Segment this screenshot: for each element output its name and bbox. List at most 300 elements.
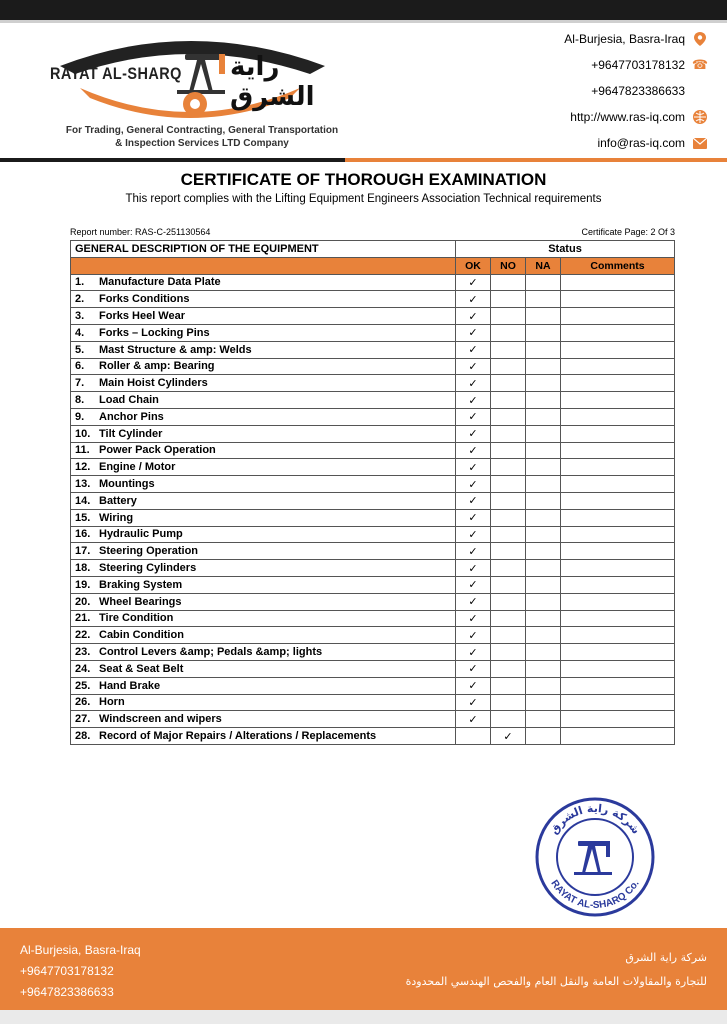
- comments-cell[interactable]: [561, 593, 675, 610]
- comments-cell[interactable]: [561, 560, 675, 577]
- row-number: 22.: [75, 629, 91, 642]
- comments-cell[interactable]: [561, 694, 675, 711]
- status-no-cell[interactable]: [491, 476, 526, 493]
- row-description: [71, 442, 456, 459]
- status-no-cell[interactable]: [491, 560, 526, 577]
- status-no-cell[interactable]: [491, 627, 526, 644]
- row-number: 2.: [75, 293, 85, 306]
- check-mark-icon: ✓: [468, 629, 478, 642]
- status-no-cell[interactable]: [491, 274, 526, 291]
- logo-tagline-line-2: & Inspection Services LTD Company: [115, 138, 289, 149]
- status-ok-cell[interactable]: [456, 644, 491, 661]
- table-row: [71, 677, 675, 694]
- row-number: 5.: [75, 343, 85, 356]
- row-number: 17.: [75, 545, 91, 558]
- row-description: [71, 560, 456, 577]
- location-pin-icon: [693, 32, 707, 46]
- table-row: [71, 526, 675, 543]
- status-na-cell[interactable]: [526, 375, 561, 392]
- row-label: Control Levers &amp; Pedals &amp; lights: [99, 646, 323, 659]
- status-no-cell[interactable]: [491, 392, 526, 409]
- row-label: Record of Major Repairs / Alterations / Replacements: [99, 730, 377, 742]
- row-description: [71, 375, 456, 392]
- comments-cell[interactable]: [561, 728, 675, 745]
- row-number: 16.: [75, 528, 91, 541]
- check-mark-icon: ✓: [468, 327, 478, 340]
- row-description: [71, 324, 456, 341]
- status-na-cell[interactable]: [526, 694, 561, 711]
- check-mark-icon: ✓: [468, 528, 478, 541]
- stamp-text-ar: شركة راية الشرق: [547, 801, 643, 837]
- status-no-cell[interactable]: [491, 358, 526, 375]
- row-number: 8.: [75, 394, 85, 407]
- bottom-strip: [0, 1010, 727, 1024]
- logo-tagline-line-1: For Trading, General Contracting, General Transportation: [65, 125, 339, 136]
- status-no-cell[interactable]: [491, 291, 526, 308]
- row-description: [71, 509, 456, 526]
- row-number: 25.: [75, 679, 91, 692]
- col-ok: OK: [456, 257, 491, 274]
- status-no-cell[interactable]: [491, 408, 526, 425]
- logo-tagline: [52, 124, 352, 150]
- status-na-cell[interactable]: [526, 459, 561, 476]
- comments-cell[interactable]: [561, 711, 675, 728]
- check-mark-icon: ✓: [468, 713, 478, 726]
- table-row: [71, 610, 675, 627]
- row-description: [71, 492, 456, 509]
- row-number: 19.: [75, 578, 91, 591]
- status-no-cell[interactable]: [491, 442, 526, 459]
- footer-company-ar: [406, 946, 707, 994]
- comments-cell[interactable]: [561, 644, 675, 661]
- table-row: [71, 560, 675, 577]
- comments-cell[interactable]: [561, 610, 675, 627]
- status-na-cell[interactable]: [526, 442, 561, 459]
- row-label: Power Pack Operation: [99, 444, 216, 457]
- status-na-cell[interactable]: [526, 644, 561, 661]
- row-number: 27.: [75, 713, 91, 726]
- table-subheader-row: [71, 257, 675, 274]
- footer-company-name-ar: شركة راية الشرق: [625, 951, 707, 964]
- status-ok-cell[interactable]: [456, 442, 491, 459]
- table-row: [71, 728, 675, 745]
- status-na-cell[interactable]: [526, 526, 561, 543]
- comments-cell[interactable]: [561, 492, 675, 509]
- footer-phone-1[interactable]: +9647703178132: [20, 964, 114, 978]
- status-no-cell[interactable]: [491, 459, 526, 476]
- row-label: Hand Brake: [99, 679, 161, 692]
- row-description: [71, 677, 456, 694]
- status-ok-cell[interactable]: [456, 459, 491, 476]
- header-description: GENERAL DESCRIPTION OF THE EQUIPMENT: [71, 241, 456, 258]
- check-mark-icon: ✓: [468, 360, 478, 373]
- row-number: 20.: [75, 595, 91, 608]
- status-na-cell[interactable]: [526, 392, 561, 409]
- check-mark-icon: ✓: [468, 612, 478, 625]
- status-no-cell[interactable]: [491, 509, 526, 526]
- col-comments: Comments: [561, 257, 675, 274]
- table-row: [71, 476, 675, 493]
- check-mark-icon: ✓: [468, 680, 478, 693]
- row-description: [71, 459, 456, 476]
- row-description: [71, 274, 456, 291]
- table-header-row: [71, 241, 675, 258]
- table-row: [71, 324, 675, 341]
- row-label: Load Chain: [99, 394, 159, 407]
- status-no-cell[interactable]: [491, 593, 526, 610]
- row-label: Horn: [99, 696, 125, 709]
- equipment-table: [70, 240, 675, 745]
- row-number: 13.: [75, 478, 91, 491]
- contact-phone-1: [564, 52, 707, 78]
- status-no-cell[interactable]: [491, 610, 526, 627]
- logo-name-ar: راية الشرق: [230, 52, 315, 112]
- comments-cell[interactable]: [561, 392, 675, 409]
- row-description: [71, 644, 456, 661]
- contact-address-text: Al-Burjesia, Basra-Iraq: [564, 32, 685, 46]
- status-ok-cell[interactable]: [456, 291, 491, 308]
- status-ok-cell[interactable]: [456, 694, 491, 711]
- status-no-cell[interactable]: [491, 341, 526, 358]
- status-na-cell[interactable]: [526, 610, 561, 627]
- status-ok-cell[interactable]: [456, 660, 491, 677]
- comments-cell[interactable]: [561, 576, 675, 593]
- check-mark-icon: ✓: [468, 478, 478, 491]
- check-mark-icon: ✓: [468, 310, 478, 323]
- table-row: [71, 459, 675, 476]
- row-number: 26.: [75, 696, 91, 709]
- status-ok-cell[interactable]: [456, 593, 491, 610]
- check-mark-icon: ✓: [468, 696, 478, 709]
- header-divider: [0, 158, 727, 162]
- status-na-cell[interactable]: [526, 492, 561, 509]
- row-description: [71, 627, 456, 644]
- comments-cell[interactable]: [561, 476, 675, 493]
- footer-tagline-ar: للتجارة والمقاولات العامة والنقل العام والفحص الهندسي المحدودة: [405, 975, 707, 988]
- contact-address: [564, 26, 707, 52]
- table-row: [71, 358, 675, 375]
- table-row: [71, 593, 675, 610]
- status-ok-cell[interactable]: [456, 341, 491, 358]
- row-number: 15.: [75, 511, 91, 524]
- footer: [0, 928, 727, 1010]
- stamp-text-en: RAYAT AL-SHARQ Co.: [548, 878, 642, 912]
- comments-cell[interactable]: [561, 442, 675, 459]
- status-ok-cell[interactable]: [456, 375, 491, 392]
- status-na-cell[interactable]: [526, 560, 561, 577]
- check-mark-icon: ✓: [468, 276, 478, 289]
- check-mark-icon: ✓: [468, 444, 478, 457]
- status-na-cell[interactable]: [526, 660, 561, 677]
- row-description: [71, 476, 456, 493]
- status-na-cell[interactable]: [526, 677, 561, 694]
- status-no-cell[interactable]: [491, 694, 526, 711]
- row-number: 28.: [75, 730, 91, 742]
- check-mark-icon: ✓: [468, 411, 478, 424]
- status-ok-cell[interactable]: [456, 560, 491, 577]
- status-na-cell[interactable]: [526, 711, 561, 728]
- col-no: NO: [491, 257, 526, 274]
- check-mark-icon: ✓: [503, 730, 513, 743]
- status-ok-cell[interactable]: [456, 274, 491, 291]
- status-na-cell[interactable]: [526, 476, 561, 493]
- top-bar-accent: [0, 20, 727, 23]
- col-na: NA: [526, 257, 561, 274]
- contact-phone-1-text[interactable]: +9647703178132: [591, 58, 685, 72]
- top-bar: [0, 0, 727, 20]
- table-row: [71, 660, 675, 677]
- status-na-cell[interactable]: [526, 543, 561, 560]
- table-row: [71, 694, 675, 711]
- status-no-cell[interactable]: [491, 576, 526, 593]
- table-row: [71, 392, 675, 409]
- table-row: [71, 543, 675, 560]
- table-row: [71, 509, 675, 526]
- row-description: [71, 576, 456, 593]
- table-row: [71, 627, 675, 644]
- status-ok-cell[interactable]: [456, 627, 491, 644]
- comments-cell[interactable]: [561, 274, 675, 291]
- row-description: [71, 543, 456, 560]
- status-ok-cell[interactable]: [456, 543, 491, 560]
- status-ok-cell[interactable]: [456, 677, 491, 694]
- row-description: [71, 610, 456, 627]
- page-title: CERTIFICATE OF THOROUGH EXAMINATION: [180, 170, 547, 189]
- row-number: 23.: [75, 646, 91, 659]
- row-description: [71, 694, 456, 711]
- status-no-cell[interactable]: [491, 711, 526, 728]
- row-number: 7.: [75, 377, 85, 390]
- row-label: Wheel Bearings: [99, 595, 182, 608]
- row-label: Forks Heel Wear: [99, 310, 186, 323]
- page-subtitle: This report complies with the Lifting Equipment Engineers Association Technical requirements: [125, 193, 602, 205]
- table-row: [71, 425, 675, 442]
- status-no-cell[interactable]: [491, 728, 526, 745]
- check-mark-icon: ✓: [468, 562, 478, 575]
- status-no-cell[interactable]: [491, 644, 526, 661]
- status-ok-cell[interactable]: [456, 392, 491, 409]
- contact-phone-2-text[interactable]: +9647823386633: [591, 84, 685, 98]
- status-na-cell[interactable]: [526, 358, 561, 375]
- comments-cell[interactable]: [561, 375, 675, 392]
- status-ok-cell[interactable]: [456, 576, 491, 593]
- row-label: Braking System: [99, 578, 183, 591]
- row-label: Hydraulic Pump: [99, 528, 183, 541]
- row-description: [71, 341, 456, 358]
- row-description: [71, 408, 456, 425]
- row-label: Roller & amp: Bearing: [99, 360, 215, 373]
- table-row: [71, 711, 675, 728]
- table-row: [71, 492, 675, 509]
- table-row: [71, 341, 675, 358]
- status-na-cell[interactable]: [526, 576, 561, 593]
- check-mark-icon: ✓: [468, 596, 478, 609]
- row-description: [71, 392, 456, 409]
- row-label: Forks – Locking Pins: [99, 326, 210, 339]
- phone-icon: ☎: [691, 57, 709, 72]
- contact-email: [564, 130, 707, 156]
- status-no-cell[interactable]: [491, 375, 526, 392]
- table-row: [71, 375, 675, 392]
- row-number: 12.: [75, 461, 91, 474]
- contact-website-link[interactable]: http://www.ras-iq.com: [570, 110, 685, 124]
- row-number: 11.: [75, 444, 90, 457]
- comments-cell[interactable]: [561, 341, 675, 358]
- row-label: Cabin Condition: [99, 629, 184, 642]
- status-no-cell[interactable]: [491, 324, 526, 341]
- status-na-cell[interactable]: [526, 408, 561, 425]
- status-ok-cell[interactable]: [456, 526, 491, 543]
- status-na-cell[interactable]: [526, 341, 561, 358]
- status-no-cell[interactable]: [491, 660, 526, 677]
- globe-icon: [693, 110, 707, 124]
- row-number: 21.: [75, 612, 91, 625]
- comments-cell[interactable]: [561, 308, 675, 325]
- status-ok-cell[interactable]: [456, 610, 491, 627]
- status-na-cell[interactable]: [526, 627, 561, 644]
- row-label: Mountings: [99, 478, 155, 491]
- row-label: Tilt Cylinder: [99, 427, 163, 440]
- comments-cell[interactable]: [561, 425, 675, 442]
- row-number: 4.: [75, 326, 85, 339]
- status-no-cell[interactable]: [491, 526, 526, 543]
- table-row: [71, 408, 675, 425]
- row-description: [71, 728, 456, 745]
- company-stamp: [530, 795, 660, 920]
- row-label: Windscreen and wipers: [99, 713, 222, 726]
- row-number: 9.: [75, 410, 85, 423]
- status-ok-cell[interactable]: [456, 408, 491, 425]
- row-label: Steering Cylinders: [99, 562, 197, 575]
- status-ok-cell[interactable]: [456, 711, 491, 728]
- certificate-page: Certificate Page: 2 Of 3: [581, 227, 675, 237]
- contact-phone-2: [564, 78, 707, 104]
- row-label: Tire Condition: [99, 612, 174, 625]
- status-na-cell[interactable]: [526, 274, 561, 291]
- contact-email-link[interactable]: info@ras-iq.com: [597, 136, 685, 150]
- row-label: Manufacture Data Plate: [99, 276, 221, 289]
- check-mark-icon: ✓: [468, 394, 478, 407]
- check-mark-icon: ✓: [468, 344, 478, 357]
- check-mark-icon: ✓: [468, 428, 478, 441]
- status-ok-cell[interactable]: [456, 425, 491, 442]
- comments-cell[interactable]: [561, 358, 675, 375]
- row-description: [71, 425, 456, 442]
- envelope-icon: [693, 136, 707, 150]
- row-label: Forks Conditions: [99, 293, 190, 306]
- check-mark-icon: ✓: [468, 461, 478, 474]
- status-na-cell[interactable]: [526, 291, 561, 308]
- check-mark-icon: ✓: [468, 663, 478, 676]
- status-na-cell[interactable]: [526, 728, 561, 745]
- status-ok-cell[interactable]: [456, 492, 491, 509]
- row-number: 6.: [75, 360, 85, 373]
- row-label: Seat & Seat Belt: [99, 662, 184, 675]
- header-status: Status: [456, 241, 675, 258]
- table-row: [71, 442, 675, 459]
- comments-cell[interactable]: [561, 459, 675, 476]
- status-ok-cell[interactable]: [456, 308, 491, 325]
- row-label: Battery: [99, 494, 137, 507]
- header-contact: [564, 26, 707, 156]
- row-number: 18.: [75, 562, 91, 575]
- status-na-cell[interactable]: [526, 509, 561, 526]
- row-description: [71, 660, 456, 677]
- status-ok-cell[interactable]: [456, 324, 491, 341]
- check-mark-icon: ✓: [468, 579, 478, 592]
- row-number: 3.: [75, 310, 85, 323]
- comments-cell[interactable]: [561, 526, 675, 543]
- row-label: Steering Operation: [99, 545, 199, 558]
- status-ok-cell[interactable]: [456, 728, 491, 745]
- table-row: [71, 644, 675, 661]
- status-ok-cell[interactable]: [456, 358, 491, 375]
- comments-cell[interactable]: [561, 677, 675, 694]
- comments-cell[interactable]: [561, 408, 675, 425]
- table-row: [71, 308, 675, 325]
- status-no-cell[interactable]: [491, 543, 526, 560]
- status-ok-cell[interactable]: [456, 509, 491, 526]
- comments-cell[interactable]: [561, 509, 675, 526]
- comments-cell[interactable]: [561, 627, 675, 644]
- row-description: [71, 308, 456, 325]
- comments-cell[interactable]: [561, 660, 675, 677]
- row-number: 1.: [75, 276, 85, 289]
- row-label: Engine / Motor: [99, 461, 176, 474]
- status-na-cell[interactable]: [526, 593, 561, 610]
- status-na-cell[interactable]: [526, 425, 561, 442]
- check-mark-icon: ✓: [468, 293, 478, 306]
- comments-cell[interactable]: [561, 291, 675, 308]
- check-mark-icon: ✓: [468, 545, 478, 558]
- report-number: Report number: RAS-C-251130564: [70, 227, 211, 237]
- footer-phone-2[interactable]: +9647823386633: [20, 985, 114, 999]
- row-description: [71, 291, 456, 308]
- table-row: [71, 291, 675, 308]
- row-label: Mast Structure & amp: Welds: [99, 343, 252, 356]
- status-na-cell[interactable]: [526, 308, 561, 325]
- footer-contact: [20, 940, 141, 1003]
- comments-cell[interactable]: [561, 324, 675, 341]
- logo-name-en: RAYAT AL-SHARQ: [50, 64, 182, 83]
- row-description: [71, 358, 456, 375]
- check-mark-icon: ✓: [468, 377, 478, 390]
- check-mark-icon: ✓: [468, 646, 478, 659]
- comments-cell[interactable]: [561, 543, 675, 560]
- row-number: 14.: [75, 494, 91, 507]
- row-description: [71, 593, 456, 610]
- status-no-cell[interactable]: [491, 492, 526, 509]
- table-row: [71, 274, 675, 291]
- row-description: [71, 526, 456, 543]
- status-no-cell[interactable]: [491, 425, 526, 442]
- check-mark-icon: ✓: [468, 495, 478, 508]
- subheader-blank: [71, 257, 456, 274]
- status-no-cell[interactable]: [491, 308, 526, 325]
- table-row: [71, 576, 675, 593]
- status-no-cell[interactable]: [491, 677, 526, 694]
- row-label: Anchor Pins: [99, 410, 164, 423]
- row-label: Wiring: [99, 511, 134, 524]
- row-number: 24.: [75, 662, 91, 675]
- row-number: 10.: [75, 427, 91, 440]
- status-ok-cell[interactable]: [456, 476, 491, 493]
- status-na-cell[interactable]: [526, 324, 561, 341]
- row-description: [71, 711, 456, 728]
- check-mark-icon: ✓: [468, 512, 478, 525]
- row-label: Main Hoist Cylinders: [99, 377, 208, 390]
- footer-address: Al-Burjesia, Basra-Iraq: [20, 943, 141, 957]
